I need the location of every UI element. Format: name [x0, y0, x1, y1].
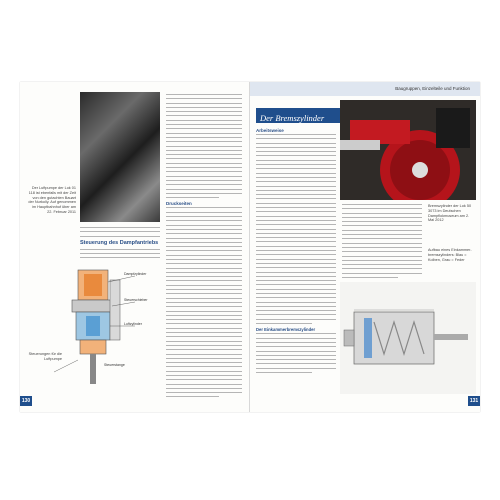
- right-text-column-left: [256, 128, 336, 376]
- brake-cylinder-photo: [340, 100, 476, 200]
- left-text-column-mid: [80, 227, 160, 262]
- diagram-label-2: Steuerschieber: [124, 298, 148, 302]
- heading-steuerung: Steuerung des Dampfantriebs: [80, 239, 159, 246]
- chapter-title-bar: [256, 108, 341, 123]
- running-header-text: Baugruppen, Einzelteile und Funktion: [395, 86, 470, 91]
- air-pump-diagram: [40, 260, 150, 390]
- diagram-caption: Steuerungen für die Luftpumpe: [28, 352, 62, 361]
- air-pump-photo: [80, 92, 160, 222]
- brake-cylinder-diagram: [340, 282, 476, 394]
- cylinder-diagram-caption: Aufbau eines Einkammer-bremszylinders: Blau = Kolben, Grau = Feder: [428, 248, 472, 262]
- brake-photo-caption: Bremszylinder der Lok 50 3073 im Deutschen Dampflokmuseum am 2. Mai 2012: [428, 204, 472, 223]
- photo-caption: Der Luftpumpe der Lok 01 118 ist ebenfalls mit der Zeit von den gutachten Bauart der Nurkolly. Auf genommen im Hauptbahnhof über am 22. Februar 2011: [28, 186, 76, 214]
- left-text-column-right: [166, 94, 242, 401]
- left-page: [20, 82, 250, 412]
- running-header: [250, 82, 480, 96]
- diagram-label-3: Luftzylinder: [124, 322, 142, 326]
- page-number-right: 131: [469, 398, 479, 404]
- right-page: [250, 82, 480, 412]
- diagram-label-4: Steuerstange: [104, 363, 125, 367]
- book-spread: [20, 82, 480, 412]
- heading-einkammer: Der Einkammerbremszylinder: [256, 327, 316, 333]
- chapter-title: Der Bremszylinder: [260, 113, 325, 123]
- right-text-column-mid: [342, 204, 422, 281]
- page-number-left: 130: [21, 398, 31, 404]
- heading-arbeitsweise: Arbeitsweise: [256, 128, 284, 133]
- heading-druckseiten: Druckseiten: [166, 201, 192, 207]
- diagram-label-1: Dampfzylinder: [124, 272, 147, 276]
